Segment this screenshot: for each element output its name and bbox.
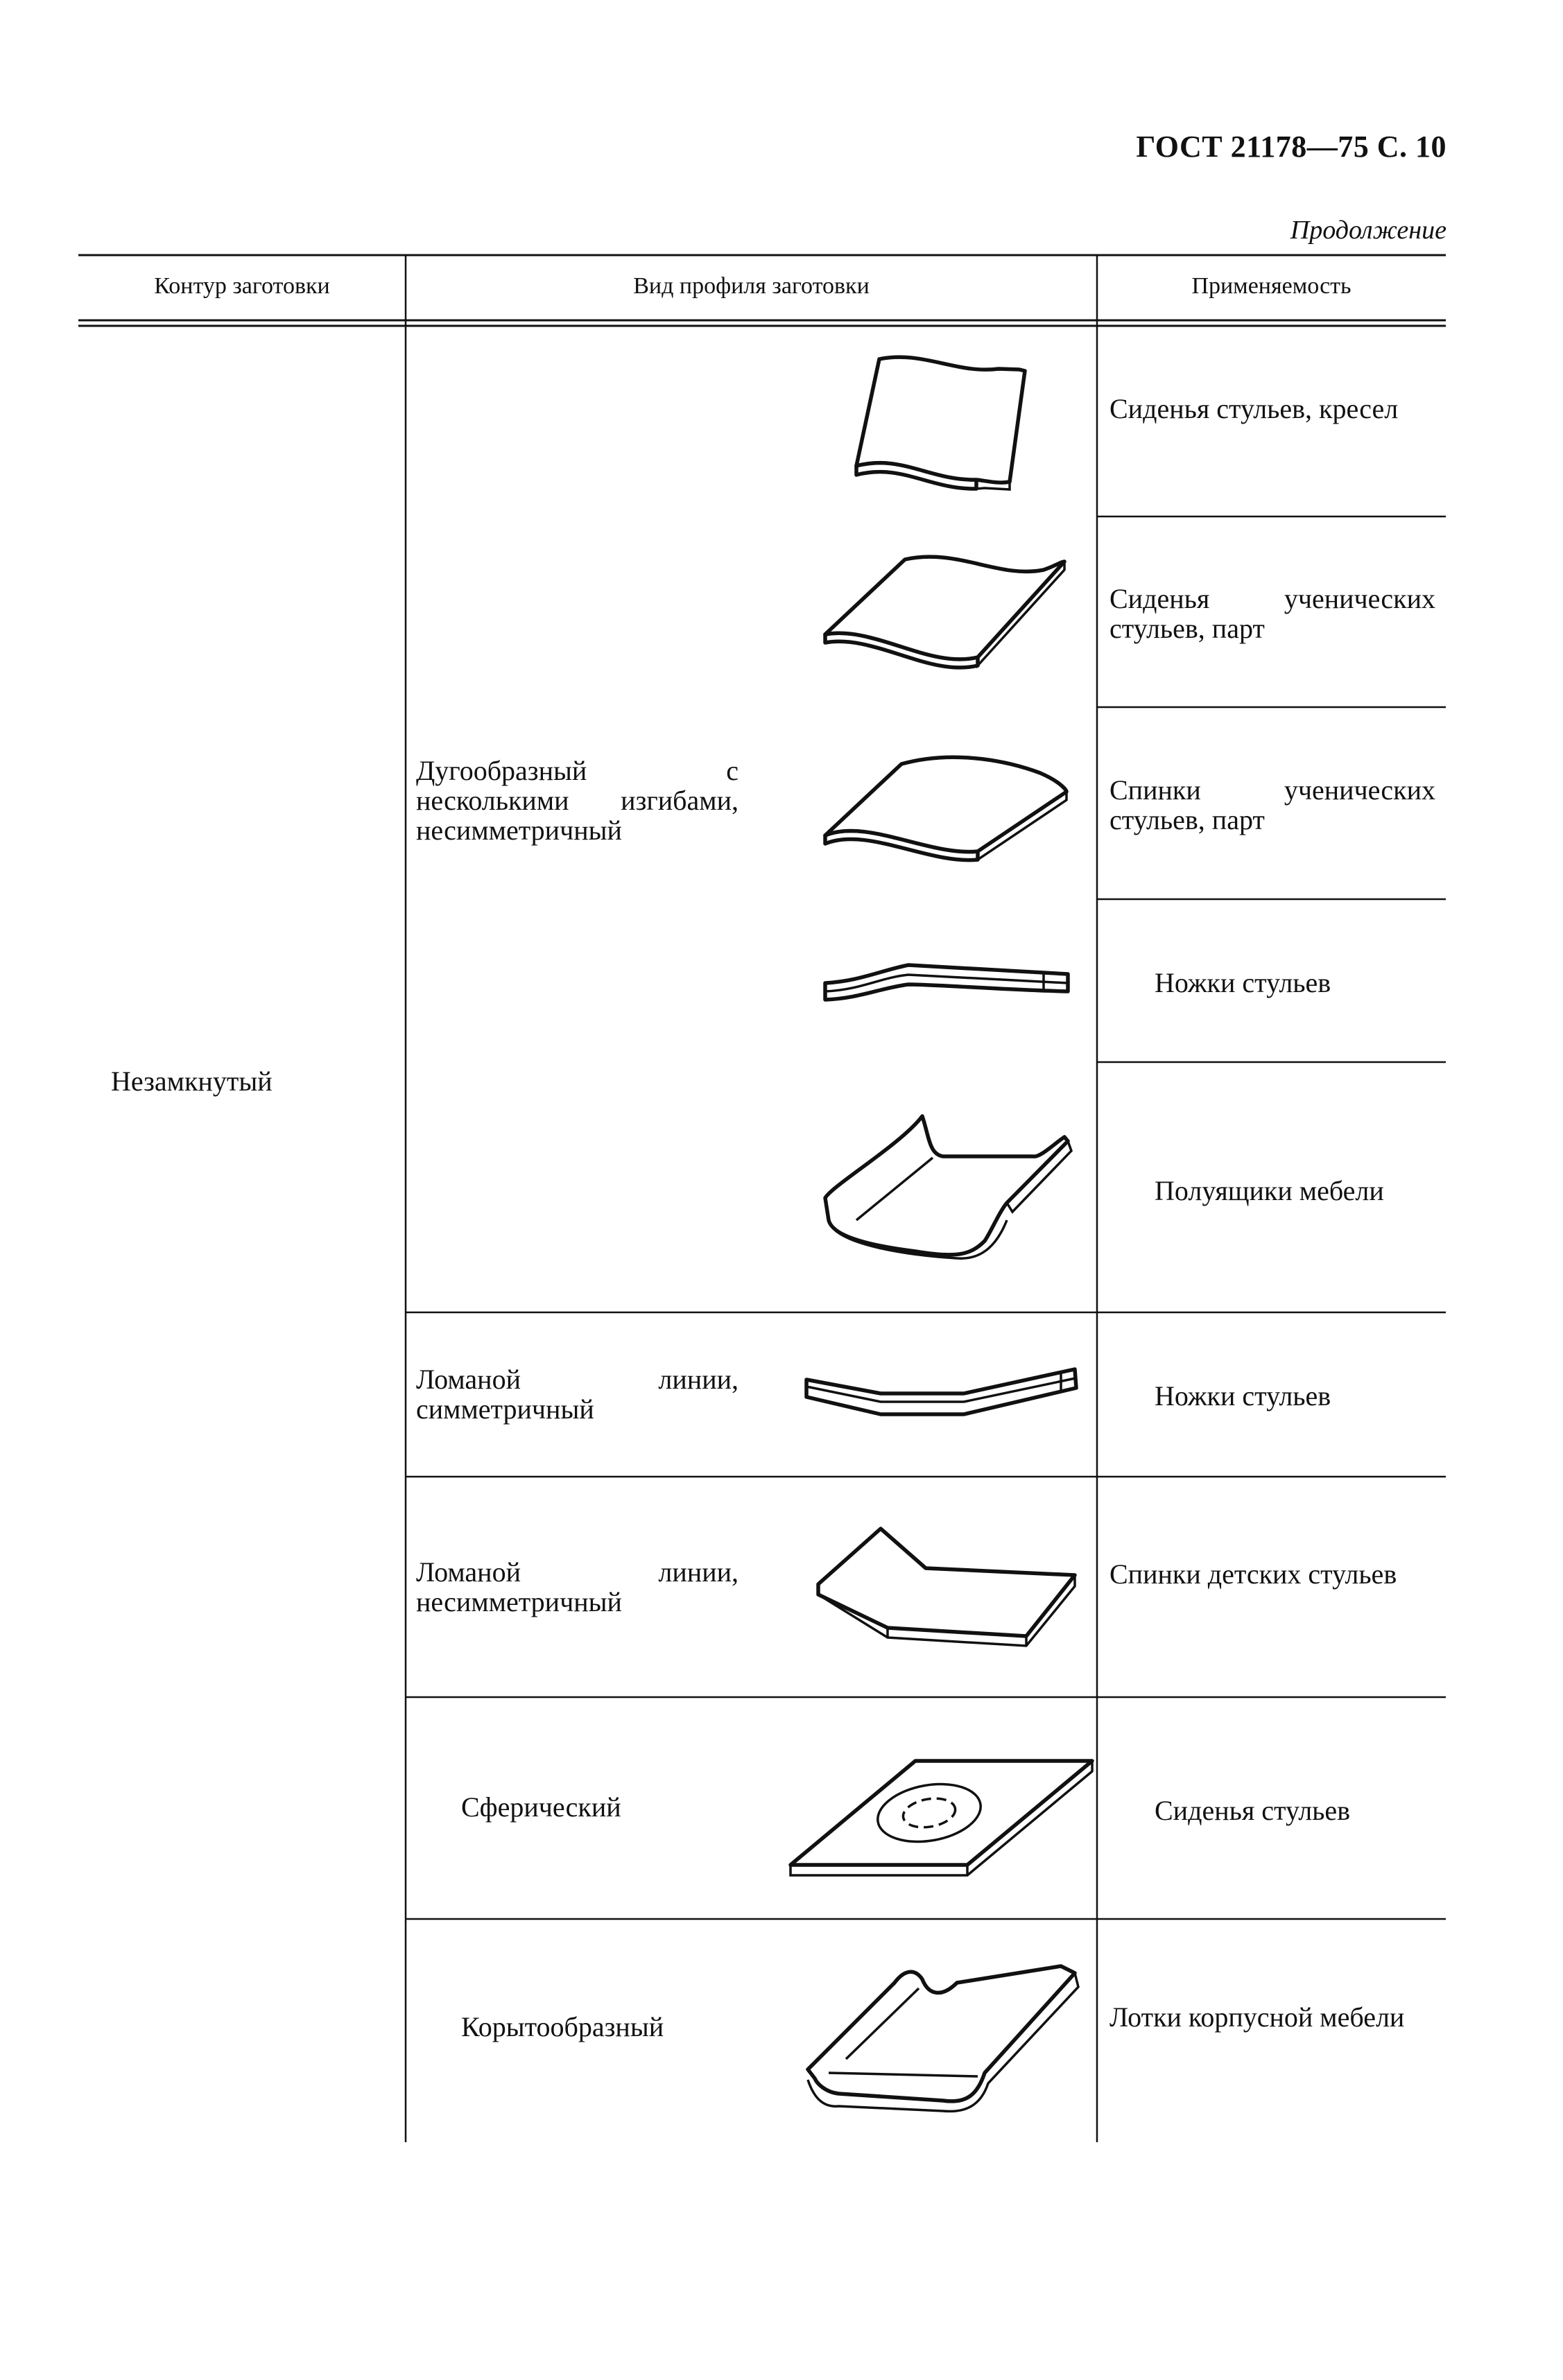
profile-text-broken-asymmetric: Ломаной линии, несимметричный [416,1556,739,1618]
use-text-3: Спинки ученических стульев, парт [1109,774,1435,836]
profile-text-spherical: Сферический [461,1791,621,1823]
arc-student-seat-illustration [825,557,1064,668]
trough-illustration [808,1966,1078,2111]
use-text-9: Лотки корпусной мебели [1109,2001,1405,2033]
profile-text-trough: Корытообразный [461,2011,664,2042]
column-header-contour: Контур заготовки [154,273,330,299]
profile-text-broken-symmetric: Ломаной линии, симметричный [416,1364,739,1425]
broken-symmetric-illustration [806,1369,1076,1414]
continuation-label: Продолжение [1290,216,1447,245]
use-text-8: Сиденья стульев [1155,1795,1351,1826]
spherical-seat-illustration [791,1761,1092,1875]
use-text-1: Сиденья стульев, кресел [1109,393,1399,424]
chair-leg-illustration [825,965,1068,1000]
page-header: ГОСТ 21178—75 С. 10 [1136,130,1447,164]
arc-seat-blank-illustration [856,357,1025,489]
half-drawer-illustration [825,1116,1071,1258]
arc-back-illustration [825,757,1067,860]
use-text-7: Спинки детских стульев [1109,1558,1397,1590]
use-text-6: Ножки стульев [1155,1380,1331,1412]
column-header-applicability: Применяемость [1191,273,1352,299]
use-text-2: Сиденья ученических стульев, парт [1109,583,1435,645]
use-text-5: Полуящики мебели [1155,1175,1384,1206]
profile-text-arc: Дугообразный с несколькими изгибами, несимметричный [416,755,739,846]
use-text-4: Ножки стульев [1155,967,1331,998]
broken-asymmetric-illustration [818,1529,1075,1646]
column-header-profile: Вид профиля заготовки [633,273,870,299]
contour-value: Незамкнутый [111,1066,273,1097]
